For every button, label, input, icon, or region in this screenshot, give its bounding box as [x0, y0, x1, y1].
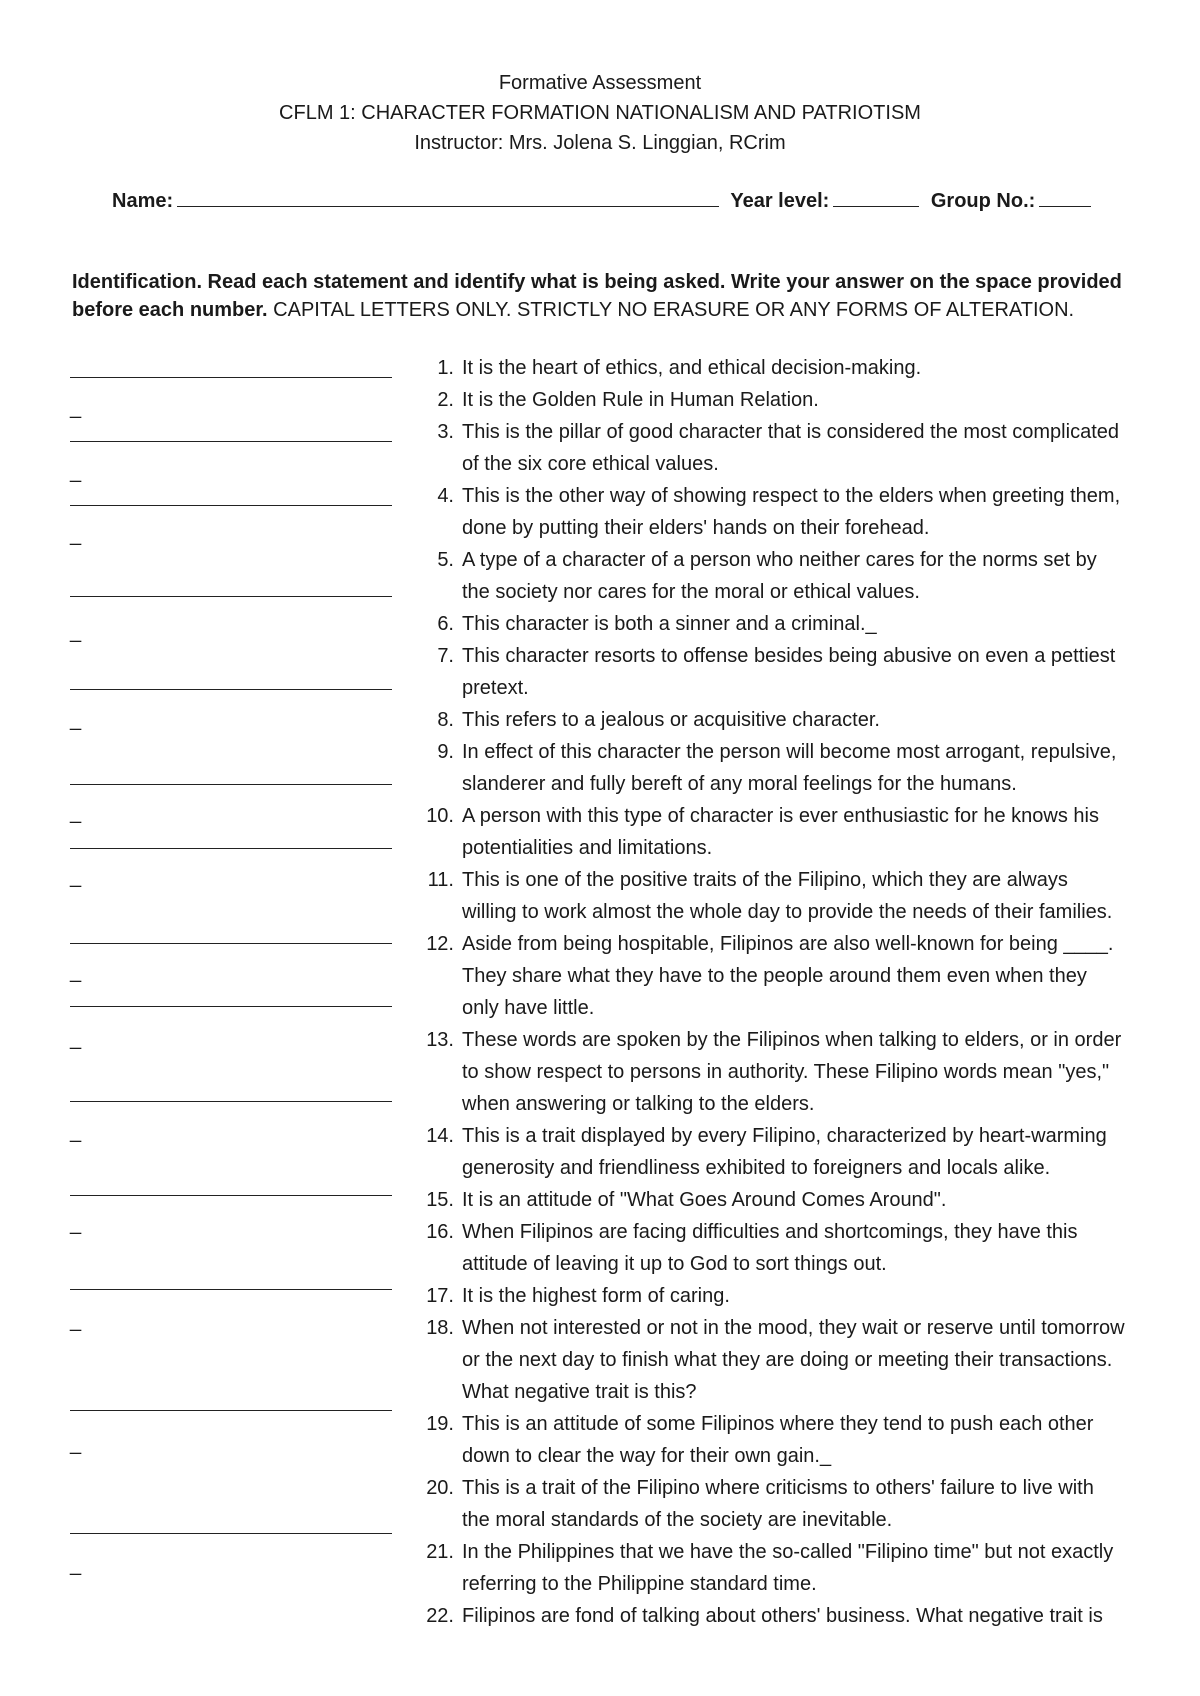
question-number: 7. [437, 645, 454, 667]
question-text-line: This character resorts to offense besides being abusive on even a pettiest [462, 645, 1116, 667]
answer-line[interactable] [70, 689, 392, 690]
question-number: 17. [426, 1285, 454, 1307]
question-text-line: It is the Golden Rule in Human Relation. [462, 389, 819, 411]
question-number: 20. [426, 1477, 454, 1499]
student-info-row [112, 188, 1097, 213]
answer-line[interactable] [70, 1195, 392, 1196]
question-text [462, 1120, 1132, 1184]
group-no-label: Group No.: [930, 190, 1036, 212]
answer-line[interactable] [70, 1006, 392, 1007]
question-text-line: What negative trait is this? [462, 1381, 697, 1403]
year-level-label: Year level: [730, 190, 830, 212]
question-text-line: It is the highest form of caring. [462, 1285, 730, 1307]
question-text [462, 480, 1132, 544]
assessment-title: Formative Assessment [498, 72, 702, 94]
answer-line[interactable] [70, 505, 392, 506]
question-number: 13. [426, 1029, 454, 1051]
question-text-line: In the Philippines that we have the so-called "Filipino time" but not exactly [462, 1541, 1114, 1563]
answer-dash: _ [70, 1121, 82, 1143]
question-number: 15. [426, 1189, 454, 1211]
question-number: 16. [426, 1221, 454, 1243]
answer-dash: _ [70, 709, 82, 731]
question-text-line: This is a trait displayed by every Filipino, characterized by heart-warming [462, 1125, 1107, 1147]
question-text [462, 704, 1132, 736]
question-text [462, 1408, 1132, 1472]
question-text [462, 608, 1132, 640]
answer-dash: _ [70, 1213, 82, 1235]
question-text [462, 1216, 1132, 1280]
year-level-field[interactable] [833, 188, 919, 207]
answer-dash: _ [70, 397, 82, 419]
question-text-line: down to clear the way for their own gain._ [462, 1445, 832, 1467]
answer-dash: _ [70, 1554, 82, 1576]
answer-line[interactable] [70, 943, 392, 944]
question-text-line: slanderer and fully bereft of any moral feelings for the humans. [462, 773, 1017, 795]
answer-dash: _ [70, 1310, 82, 1332]
question-text-line: only have little. [462, 997, 595, 1019]
question-text-line: This is the pillar of good character that is considered the most complicated [462, 421, 1119, 443]
question-text [462, 1312, 1132, 1408]
question-text [462, 352, 1132, 384]
question-text [462, 544, 1132, 608]
answer-line[interactable] [70, 441, 392, 442]
answer-dash: _ [70, 1028, 82, 1050]
answer-dash: _ [70, 461, 82, 483]
question-text [462, 1472, 1132, 1536]
question-text-line: generosity and friendliness exhibited to foreigners and locals alike. [462, 1157, 1051, 1179]
question-number: 10. [426, 805, 454, 827]
instructions-bold: Identification. Read each statement and identify what is being asked. Write your answer on the space provided before each number. [72, 271, 1122, 321]
question-text-line: This is the other way of showing respect to the elders when greeting them, [462, 485, 1121, 507]
instructor-name: Instructor: Mrs. Jolena S. Linggian, RCrim [414, 132, 786, 154]
question-number: 18. [426, 1317, 454, 1339]
group-no-field[interactable] [1039, 188, 1091, 207]
question-number: 5. [437, 549, 454, 571]
question-text-line: They share what they have to the people around them even when they [462, 965, 1087, 987]
question-text-line: pretext. [462, 677, 529, 699]
question-text-line: This refers to a jealous or acquisitive character. [462, 709, 880, 731]
answer-dash: _ [70, 1433, 82, 1455]
question-text [462, 384, 1132, 416]
question-number: 6. [437, 613, 454, 635]
question-text-line: to show respect to persons in authority. These Filipino words mean "yes," [462, 1061, 1110, 1083]
question-text-line: of the six core ethical values. [462, 453, 719, 475]
question-text [462, 1184, 1132, 1216]
question-text [462, 928, 1132, 1024]
question-number: 4. [437, 485, 454, 507]
question-number: 8. [437, 709, 454, 731]
answer-line[interactable] [70, 1289, 392, 1290]
question-text [462, 800, 1132, 864]
answer-dash: _ [70, 866, 82, 888]
answer-dash: _ [70, 621, 82, 643]
answer-line[interactable] [70, 377, 392, 378]
answer-line[interactable] [70, 784, 392, 785]
question-text-line: This is one of the positive traits of the Filipino, which they are always [462, 869, 1068, 891]
answer-dash: _ [70, 802, 82, 824]
question-number: 14. [426, 1125, 454, 1147]
instructions [72, 268, 1132, 324]
question-text [462, 736, 1132, 800]
question-text-line: potentialities and limitations. [462, 837, 713, 859]
question-number: 1. [437, 357, 454, 379]
question-text-line: A type of a character of a person who neither cares for the norms set by [462, 549, 1097, 571]
question-text-line: This is a trait of the Filipino where criticisms to others' failure to live with [462, 1477, 1094, 1499]
question-text-line: A person with this type of character is ever enthusiastic for he knows his [462, 805, 1099, 827]
question-text-line: It is the heart of ethics, and ethical decision-making. [462, 357, 922, 379]
question-text-line: In effect of this character the person will become most arrogant, repulsive, [462, 741, 1117, 763]
question-number: 11. [427, 869, 454, 891]
question-text-line: These words are spoken by the Filipinos when talking to elders, or in order [462, 1029, 1122, 1051]
question-text-line: done by putting their elders' hands on their forehead. [462, 517, 930, 539]
instructions-normal: CAPITAL LETTERS ONLY. STRICTLY NO ERASURE OR ANY FORMS OF ALTERATION. [267, 299, 1075, 321]
question-text [462, 416, 1132, 480]
question-number: 3. [437, 421, 454, 443]
question-text [462, 640, 1132, 704]
question-text [462, 1024, 1132, 1120]
question-text-line: When Filipinos are facing difficulties and shortcomings, they have this [462, 1221, 1078, 1243]
question-text-line: Filipinos are fond of talking about others' business. What negative trait is [462, 1605, 1103, 1627]
answer-dash: _ [70, 961, 82, 983]
question-text [462, 864, 1132, 928]
question-text-line: When not interested or not in the mood, they wait or reserve until tomorrow [462, 1317, 1125, 1339]
question-text-line: the society nor cares for the moral or ethical values. [462, 581, 920, 603]
answer-line[interactable] [70, 596, 392, 597]
answer-dash: _ [70, 524, 82, 546]
answer-line[interactable] [70, 1533, 392, 1534]
answer-line[interactable] [70, 1101, 392, 1102]
question-text [462, 1280, 1132, 1312]
question-text-line: referring to the Philippine standard time. [462, 1573, 817, 1595]
question-text-line: the moral standards of the society are inevitable. [462, 1509, 893, 1531]
question-text-line: Aside from being hospitable, Filipinos are also well-known for being ____. [462, 933, 1114, 955]
question-text [462, 1600, 1132, 1632]
question-text-line: willing to work almost the whole day to provide the needs of their families. [462, 901, 1113, 923]
question-text-line: It is an attitude of "What Goes Around Comes Around". [462, 1189, 947, 1211]
question-number: 12. [426, 933, 454, 955]
question-text [462, 1536, 1132, 1600]
question-number: 19. [426, 1413, 454, 1435]
question-number: 22. [426, 1605, 454, 1627]
question-text-line: attitude of leaving it up to God to sort things out. [462, 1253, 887, 1275]
name-field[interactable] [177, 188, 719, 207]
course-title: CFLM 1: CHARACTER FORMATION NATIONALISM AND PATRIOTISM [279, 102, 921, 124]
question-number: 2. [437, 389, 454, 411]
question-text-line: or the next day to finish what they are doing or meeting their transactions. [462, 1349, 1113, 1371]
question-text-line: This character is both a sinner and a criminal._ [462, 613, 877, 635]
question-text-line: when answering or talking to the elders. [462, 1093, 815, 1115]
answer-line[interactable] [70, 1410, 392, 1411]
question-text-line: This is an attitude of some Filipinos where they tend to push each other [462, 1413, 1094, 1435]
question-number: 21. [426, 1541, 454, 1563]
answer-line[interactable] [70, 848, 392, 849]
name-label: Name: [112, 190, 174, 212]
question-number: 9. [437, 741, 454, 763]
